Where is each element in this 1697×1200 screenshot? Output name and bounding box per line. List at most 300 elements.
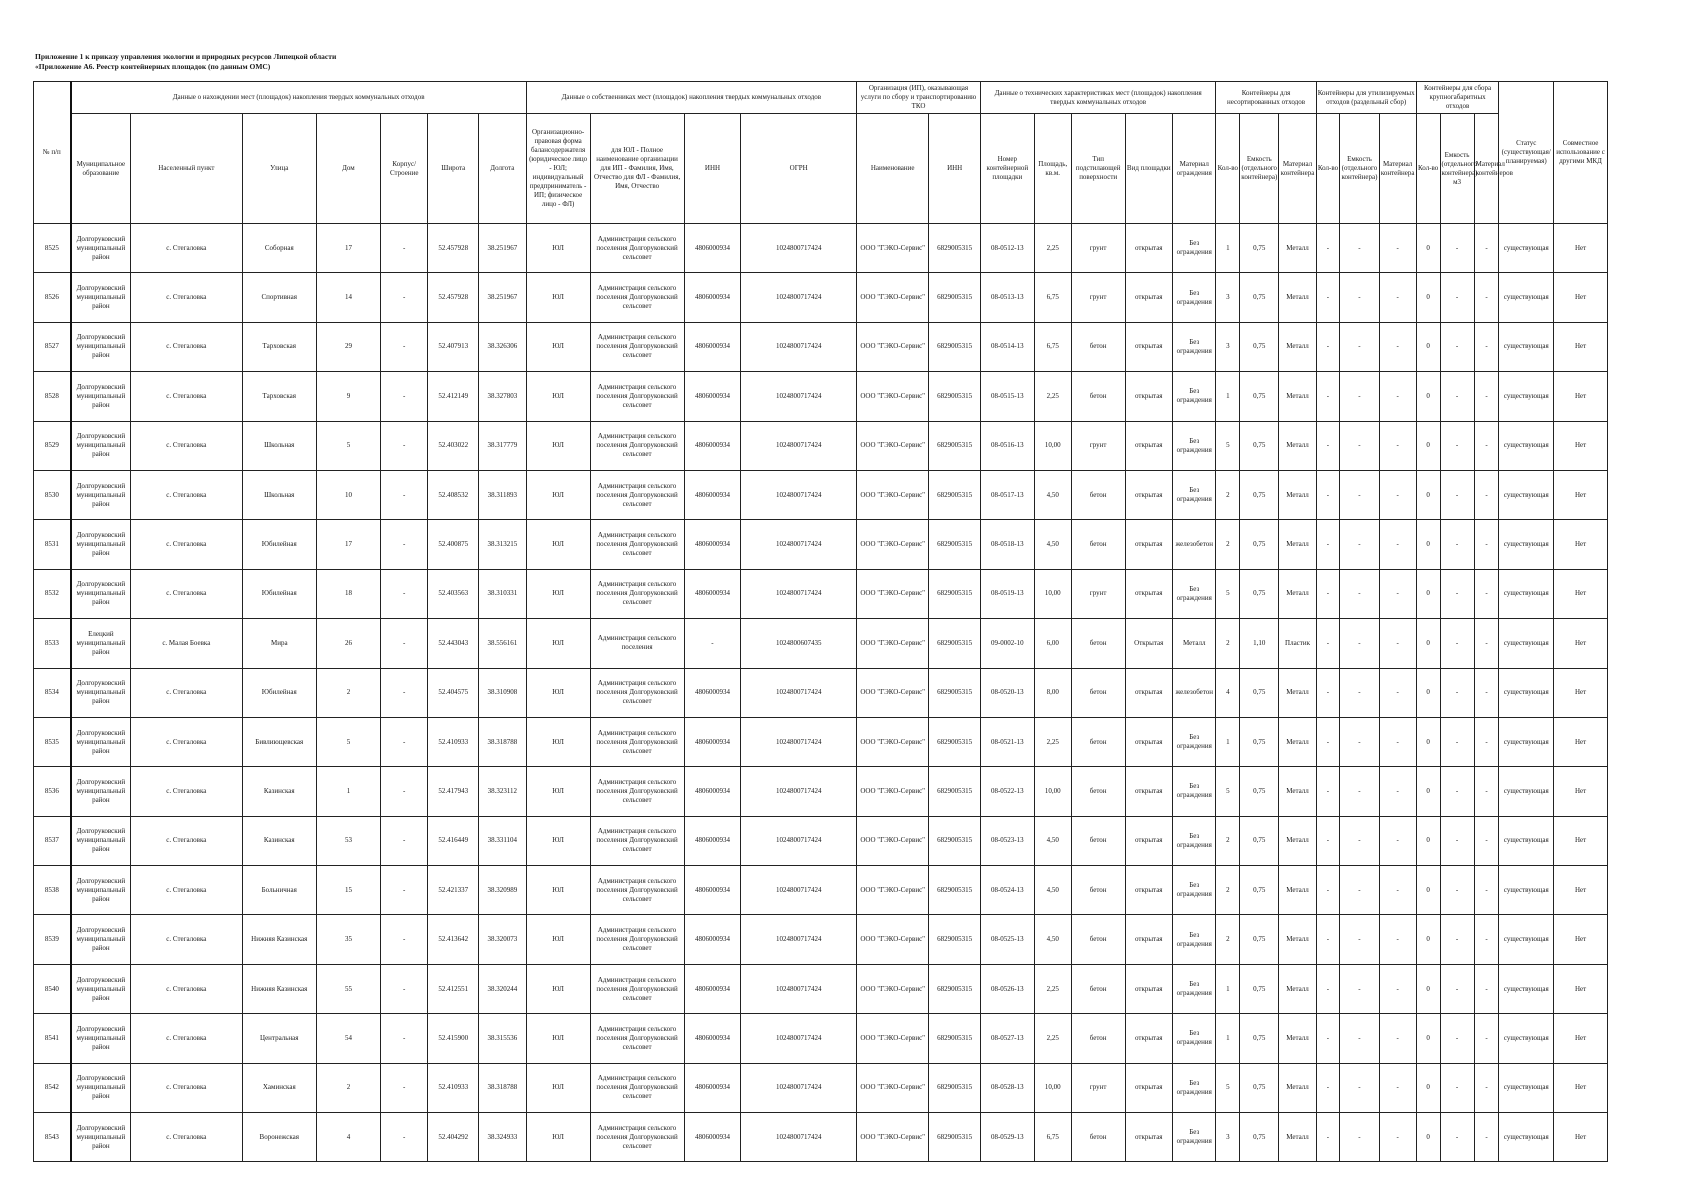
table-cell: 8525 <box>34 224 71 273</box>
table-cell: - <box>1340 569 1379 618</box>
table-cell: Без ограждения <box>1173 767 1216 816</box>
table-cell: - <box>1474 569 1499 618</box>
table-cell: ЮЛ <box>526 569 590 618</box>
table-cell: 08-0516-13 <box>980 421 1034 470</box>
table-cell: - <box>1440 964 1474 1013</box>
table-cell: 1024800717424 <box>741 866 857 915</box>
table-cell: ООО "ГЭКО-Сервис" <box>857 619 929 668</box>
table-cell: существующая <box>1499 470 1554 519</box>
table-cell: с. Стегаловка <box>131 224 243 273</box>
table-cell: 0,75 <box>1240 1063 1279 1112</box>
table-cell: ЮЛ <box>526 1063 590 1112</box>
table-cell: 0,75 <box>1240 1113 1279 1162</box>
table-cell: бетон <box>1071 372 1125 421</box>
table-cell: 52.443043 <box>428 619 479 668</box>
table-cell: - <box>1379 1113 1416 1162</box>
table-cell: 4,50 <box>1034 915 1071 964</box>
table-cell: - <box>1379 470 1416 519</box>
table-cell: Открытая <box>1125 619 1173 668</box>
table-cell: 6829005315 <box>929 717 981 766</box>
table-cell: Хаминская <box>242 1063 316 1112</box>
table-cell: с. Стегаловка <box>131 816 243 865</box>
table-cell: 4806000934 <box>684 1063 741 1112</box>
table-cell: 10,00 <box>1034 421 1071 470</box>
table-cell: Долгоруковский муниципальный район <box>71 470 131 519</box>
table-cell: Администрация сельского поселения Долгоруковский сельсовет <box>590 1113 684 1162</box>
table-cell: с. Стегаловка <box>131 520 243 569</box>
table-cell: - <box>1379 569 1416 618</box>
table-cell: Без ограждения <box>1173 1014 1216 1063</box>
table-cell: 0 <box>1416 224 1440 273</box>
table-cell: 08-0524-13 <box>980 866 1034 915</box>
table-cell: Металл <box>1279 1113 1316 1162</box>
table-cell: Металл <box>1279 421 1316 470</box>
table-cell: 17 <box>316 520 380 569</box>
table-cell: - <box>380 372 428 421</box>
table-cell: с. Стегаловка <box>131 569 243 618</box>
table-cell: Без ограждения <box>1173 224 1216 273</box>
col-inn: ИНН <box>684 114 741 224</box>
table-cell: 9 <box>316 372 380 421</box>
table-cell: существующая <box>1499 372 1554 421</box>
table-cell: - <box>1379 1063 1416 1112</box>
table-cell: 1024800607435 <box>741 619 857 668</box>
table-cell: 2,25 <box>1034 372 1071 421</box>
table-cell: 4806000934 <box>684 964 741 1013</box>
table-cell: - <box>1474 1014 1499 1063</box>
table-cell: с. Стегаловка <box>131 915 243 964</box>
table-cell: 08-0526-13 <box>980 964 1034 1013</box>
table-cell: Администрация сельского поселения Долгоруковский сельсовет <box>590 964 684 1013</box>
col-area: Площадь, кв.м. <box>1034 114 1071 224</box>
table-cell: 4 <box>316 1113 380 1162</box>
table-cell: с. Стегаловка <box>131 273 243 322</box>
table-cell: - <box>1340 1014 1379 1063</box>
table-cell: - <box>1340 520 1379 569</box>
table-cell: - <box>1474 668 1499 717</box>
table-cell: 3 <box>1216 1113 1240 1162</box>
table-cell: открытая <box>1125 569 1173 618</box>
table-cell: Нет <box>1554 717 1608 766</box>
table-cell: 08-0527-13 <box>980 1014 1034 1063</box>
col-bulky-volume: Емкость (отдельного контейнера) м3 <box>1440 114 1474 224</box>
table-cell: - <box>380 1113 428 1162</box>
table-cell: 38.327803 <box>479 372 527 421</box>
table-cell: Нет <box>1554 470 1608 519</box>
table-cell: - <box>1379 619 1416 668</box>
table-cell: Нет <box>1554 1113 1608 1162</box>
table-cell: 08-0514-13 <box>980 322 1034 371</box>
header-line-2: «Приложение А6. Реестр контейнерных площадок (по данным ОМС) <box>35 62 271 71</box>
table-cell: 52.407913 <box>428 322 479 371</box>
table-cell: бетон <box>1071 717 1125 766</box>
table-cell: 8536 <box>34 767 71 816</box>
table-cell: Металл <box>1279 964 1316 1013</box>
table-cell: 6829005315 <box>929 372 981 421</box>
table-cell: существующая <box>1499 224 1554 273</box>
table-cell: 38.323112 <box>479 767 527 816</box>
table-cell: Без ограждения <box>1173 470 1216 519</box>
col-recycled-count: Кол-во <box>1316 114 1340 224</box>
col-lat: Широта <box>428 114 479 224</box>
table-cell: железобетон <box>1173 520 1216 569</box>
table-cell: 08-0529-13 <box>980 1113 1034 1162</box>
table-cell: 38.318788 <box>479 1063 527 1112</box>
table-cell: 08-0518-13 <box>980 520 1034 569</box>
table-cell: 15 <box>316 866 380 915</box>
table-cell: с. Стегаловка <box>131 717 243 766</box>
col-house: Дом <box>316 114 380 224</box>
group-recycled: Контейнеры для утилизируемых отходов (раздельный сбор) <box>1316 82 1416 114</box>
table-cell: Администрация сельского поселения <box>590 619 684 668</box>
col-org-form: Организационно-правовая форма балансодержателя (юридическое лицо - ЮЛ; индивидуальный предприниматель - ИП; физическое лицо - ФЛ) <box>526 114 590 224</box>
table-cell: 6829005315 <box>929 224 981 273</box>
table-cell: - <box>1474 866 1499 915</box>
table-cell: 6829005315 <box>929 273 981 322</box>
table-cell: 0 <box>1416 1063 1440 1112</box>
table-cell: 4806000934 <box>684 816 741 865</box>
table-cell: Нет <box>1554 322 1608 371</box>
table-cell: 0,75 <box>1240 520 1279 569</box>
table-cell: 2,25 <box>1034 717 1071 766</box>
table-cell: с. Стегаловка <box>131 1063 243 1112</box>
table-cell: с. Стегаловка <box>131 1014 243 1063</box>
table-cell: 38.331104 <box>479 816 527 865</box>
table-cell: - <box>1316 915 1340 964</box>
table-cell: Пластик <box>1279 619 1316 668</box>
table-cell: 10,00 <box>1034 1063 1071 1112</box>
table-cell: 8530 <box>34 470 71 519</box>
table-cell: 38.310908 <box>479 668 527 717</box>
table-cell: грунт <box>1071 224 1125 273</box>
table-cell: ООО "ГЭКО-Сервис" <box>857 964 929 1013</box>
col-bulky-count: Кол-во <box>1416 114 1440 224</box>
table-row <box>34 322 1608 371</box>
table-cell: 8543 <box>34 1113 71 1162</box>
table-cell: 08-0515-13 <box>980 372 1034 421</box>
table-cell: - <box>1316 322 1340 371</box>
table-cell: 1024800717424 <box>741 964 857 1013</box>
col-surface: Тип подстилающей поверхности <box>1071 114 1125 224</box>
table-cell: - <box>380 273 428 322</box>
table-cell: - <box>684 619 741 668</box>
table-cell: открытая <box>1125 470 1173 519</box>
table-cell: 1024800717424 <box>741 470 857 519</box>
table-cell: бетон <box>1071 470 1125 519</box>
table-cell: - <box>1474 816 1499 865</box>
table-cell: 52.413642 <box>428 915 479 964</box>
table-cell: 6829005315 <box>929 964 981 1013</box>
table-cell: 4806000934 <box>684 372 741 421</box>
table-cell: 4806000934 <box>684 866 741 915</box>
table-cell: бетон <box>1071 520 1125 569</box>
table-cell: Юбилейная <box>242 668 316 717</box>
table-cell: 0 <box>1416 372 1440 421</box>
table-cell: 38.556161 <box>479 619 527 668</box>
table-cell: 0,75 <box>1240 668 1279 717</box>
table-row <box>34 1063 1608 1112</box>
table-cell: Долгоруковский муниципальный район <box>71 767 131 816</box>
table-cell: ООО "ГЭКО-Сервис" <box>857 224 929 273</box>
table-cell: ООО "ГЭКО-Сервис" <box>857 767 929 816</box>
table-cell: - <box>1379 717 1416 766</box>
table-cell: 1024800717424 <box>741 915 857 964</box>
table-cell: 6829005315 <box>929 1014 981 1063</box>
table-cell: Нет <box>1554 224 1608 273</box>
table-cell: - <box>1379 224 1416 273</box>
table-cell: Нет <box>1554 866 1608 915</box>
table-cell: 8535 <box>34 717 71 766</box>
table-cell: 4806000934 <box>684 1014 741 1063</box>
table-cell: - <box>380 224 428 273</box>
table-cell: - <box>1316 372 1340 421</box>
col-sorted-volume: Емкость (отдельного контейнера) <box>1240 114 1279 224</box>
table-cell: 4806000934 <box>684 668 741 717</box>
table-cell: 6829005315 <box>929 322 981 371</box>
table-cell: Долгоруковский муниципальный район <box>71 372 131 421</box>
table-cell: Металл <box>1279 372 1316 421</box>
table-cell: Администрация сельского поселения Долгоруковский сельсовет <box>590 915 684 964</box>
table-cell: 1024800717424 <box>741 421 857 470</box>
table-cell: Нет <box>1554 964 1608 1013</box>
table-cell: 1024800717424 <box>741 816 857 865</box>
table-cell: бетон <box>1071 1113 1125 1162</box>
table-cell: - <box>380 421 428 470</box>
table-cell: - <box>1340 1113 1379 1162</box>
table-cell: - <box>1316 717 1340 766</box>
table-cell: 6829005315 <box>929 619 981 668</box>
table-cell: с. Стегаловка <box>131 470 243 519</box>
table-row <box>34 668 1608 717</box>
table-cell: бетон <box>1071 767 1125 816</box>
table-cell: ЮЛ <box>526 668 590 717</box>
table-cell: 08-0520-13 <box>980 668 1034 717</box>
table-cell: ЮЛ <box>526 915 590 964</box>
table-cell: Долгоруковский муниципальный район <box>71 668 131 717</box>
table-cell: - <box>380 717 428 766</box>
table-cell: грунт <box>1071 273 1125 322</box>
table-cell: существующая <box>1499 866 1554 915</box>
table-cell: Металл <box>1279 224 1316 273</box>
table-cell: 4806000934 <box>684 520 741 569</box>
table-cell: - <box>1474 1113 1499 1162</box>
table-cell: существующая <box>1499 569 1554 618</box>
table-cell: - <box>380 322 428 371</box>
table-cell: бетон <box>1071 1014 1125 1063</box>
table-cell: ЮЛ <box>526 964 590 1013</box>
table-cell: - <box>1474 224 1499 273</box>
table-cell: 0 <box>1416 569 1440 618</box>
table-cell: - <box>1340 816 1379 865</box>
col-site-no: Номер контейнерной площадки <box>980 114 1034 224</box>
table-cell: 4,50 <box>1034 816 1071 865</box>
table-cell: Администрация сельского поселения Долгоруковский сельсовет <box>590 421 684 470</box>
table-cell: открытая <box>1125 717 1173 766</box>
table-cell: Нижняя Казинская <box>242 964 316 1013</box>
table-cell: - <box>1474 964 1499 1013</box>
table-cell: ЮЛ <box>526 273 590 322</box>
table-cell: с. Стегаловка <box>131 1113 243 1162</box>
table-cell: 6,00 <box>1034 619 1071 668</box>
table-cell: существующая <box>1499 322 1554 371</box>
table-cell: - <box>380 964 428 1013</box>
table-cell: Без ограждения <box>1173 964 1216 1013</box>
table-cell: Тарховская <box>242 372 316 421</box>
table-cell: 8537 <box>34 816 71 865</box>
table-cell: 38.326306 <box>479 322 527 371</box>
table-cell: ЮЛ <box>526 816 590 865</box>
table-cell: ЮЛ <box>526 767 590 816</box>
table-cell: Воронежская <box>242 1113 316 1162</box>
table-cell: 0 <box>1416 619 1440 668</box>
table-cell: Администрация сельского поселения Долгоруковский сельсовет <box>590 322 684 371</box>
table-cell: Елецкий муниципальный район <box>71 619 131 668</box>
table-cell: бетон <box>1071 619 1125 668</box>
table-cell: Администрация сельского поселения Долгоруковский сельсовет <box>590 470 684 519</box>
table-cell: открытая <box>1125 273 1173 322</box>
table-cell: 0 <box>1416 915 1440 964</box>
table-cell: - <box>1474 1063 1499 1112</box>
table-cell: 08-0523-13 <box>980 816 1034 865</box>
table-cell: Металл <box>1279 470 1316 519</box>
table-cell: - <box>1474 273 1499 322</box>
table-cell: 0 <box>1416 421 1440 470</box>
table-cell: 1 <box>1216 717 1240 766</box>
table-cell: 55 <box>316 964 380 1013</box>
table-cell: - <box>1316 619 1340 668</box>
table-cell: - <box>1340 668 1379 717</box>
table-row <box>34 569 1608 618</box>
table-cell: 08-0512-13 <box>980 224 1034 273</box>
col-owner-name: для ЮЛ - Полное наименование организации для ИП - Фамилия, Имя, Отчество для ФЛ - Фамилия, Имя, Отчество <box>590 114 684 224</box>
table-cell: Долгоруковский муниципальный район <box>71 520 131 569</box>
col-recycled-volume: Емкость (отдельного контейнера) <box>1340 114 1379 224</box>
table-cell: 1024800717424 <box>741 569 857 618</box>
table-cell: - <box>1379 915 1416 964</box>
table-cell: 8542 <box>34 1063 71 1112</box>
table-cell: - <box>380 520 428 569</box>
group-sorted: Контейнеры для несортированных отходов <box>1216 82 1316 114</box>
table-cell: открытая <box>1125 322 1173 371</box>
table-cell: Долгоруковский муниципальный район <box>71 866 131 915</box>
table-cell: 29 <box>316 322 380 371</box>
table-cell: Металл <box>1279 668 1316 717</box>
table-cell: ООО "ГЭКО-Сервис" <box>857 569 929 618</box>
table-row <box>34 1113 1608 1162</box>
table-cell: 8532 <box>34 569 71 618</box>
table-cell: Администрация сельского поселения Долгоруковский сельсовет <box>590 224 684 273</box>
table-cell: ЮЛ <box>526 224 590 273</box>
table-cell: 26 <box>316 619 380 668</box>
table-cell: 52.410933 <box>428 717 479 766</box>
table-cell: ООО "ГЭКО-Сервис" <box>857 273 929 322</box>
table-cell: - <box>1316 668 1340 717</box>
table-cell: открытая <box>1125 915 1173 964</box>
table-cell: 2,25 <box>1034 964 1071 1013</box>
table-cell: 8538 <box>34 866 71 915</box>
table-cell: 8526 <box>34 273 71 322</box>
table-cell: - <box>1440 866 1474 915</box>
table-cell: 2 <box>1216 915 1240 964</box>
table-cell: 6829005315 <box>929 520 981 569</box>
table-cell: 38.320989 <box>479 866 527 915</box>
table-cell: - <box>1316 767 1340 816</box>
table-cell: 0 <box>1416 273 1440 322</box>
table-cell: 0,75 <box>1240 866 1279 915</box>
table-cell: - <box>1379 322 1416 371</box>
table-cell: - <box>1474 767 1499 816</box>
table-cell: 2 <box>1216 866 1240 915</box>
table-cell: Администрация сельского поселения Долгоруковский сельсовет <box>590 717 684 766</box>
group-bulky: Контейнеры для сбора крупногабаритных отходов <box>1416 82 1499 114</box>
table-cell: 4806000934 <box>684 1113 741 1162</box>
table-cell: 4806000934 <box>684 717 741 766</box>
table-cell: открытая <box>1125 224 1173 273</box>
table-cell: 1 <box>1216 372 1240 421</box>
table-cell: 38.310331 <box>479 569 527 618</box>
table-cell: 2 <box>1216 520 1240 569</box>
table-cell: - <box>1440 322 1474 371</box>
table-cell: Нет <box>1554 1014 1608 1063</box>
table-cell: - <box>1316 569 1340 618</box>
group-technical: Данные о технических характеристиках мест (площадок) накопления твердых коммунальных отходов <box>980 82 1215 114</box>
table-cell: железобетон <box>1173 668 1216 717</box>
table-cell: - <box>1440 619 1474 668</box>
table-cell: - <box>380 1014 428 1063</box>
table-cell: 5 <box>1216 421 1240 470</box>
table-cell: 4 <box>1216 668 1240 717</box>
table-cell: - <box>1474 470 1499 519</box>
table-cell: с. Стегаловка <box>131 421 243 470</box>
table-cell: - <box>1316 273 1340 322</box>
table-cell: 6,75 <box>1034 322 1071 371</box>
table-cell: 0,75 <box>1240 224 1279 273</box>
table-cell: Без ограждения <box>1173 1063 1216 1112</box>
table-cell: - <box>380 668 428 717</box>
table-cell: Долгоруковский муниципальный район <box>71 569 131 618</box>
table-cell: - <box>1440 569 1474 618</box>
table-cell: 52.416449 <box>428 816 479 865</box>
table-cell: - <box>1440 372 1474 421</box>
table-cell: открытая <box>1125 816 1173 865</box>
table-cell: 52.417943 <box>428 767 479 816</box>
table-cell: 1024800717424 <box>741 273 857 322</box>
table-cell: - <box>1340 717 1379 766</box>
table-cell: 1024800717424 <box>741 520 857 569</box>
col-building: Корпус/Строение <box>380 114 428 224</box>
table-cell: 8529 <box>34 421 71 470</box>
table-cell: Администрация сельского поселения Долгоруковский сельсовет <box>590 668 684 717</box>
table-cell: Долгоруковский муниципальный район <box>71 964 131 1013</box>
table-cell: 6829005315 <box>929 470 981 519</box>
table-cell: 38.318788 <box>479 717 527 766</box>
table-row <box>34 866 1608 915</box>
table-cell: - <box>1440 668 1474 717</box>
table-cell: Нет <box>1554 668 1608 717</box>
table-cell: 8534 <box>34 668 71 717</box>
col-operator-inn: ИНН <box>929 114 981 224</box>
group-operator: Организация (ИП), оказывающая услуги по сбору и транспортированию ТКО <box>857 82 981 114</box>
table-cell: 52.412149 <box>428 372 479 421</box>
table-cell: Металл <box>1279 520 1316 569</box>
table-cell: 1024800717424 <box>741 1113 857 1162</box>
table-cell: Без ограждения <box>1173 421 1216 470</box>
table-cell: открытая <box>1125 866 1173 915</box>
table-cell: 0,75 <box>1240 569 1279 618</box>
table-cell: 4806000934 <box>684 224 741 273</box>
col-bulky-material: Материал контейнеров <box>1474 114 1499 224</box>
table-cell: 4,50 <box>1034 520 1071 569</box>
